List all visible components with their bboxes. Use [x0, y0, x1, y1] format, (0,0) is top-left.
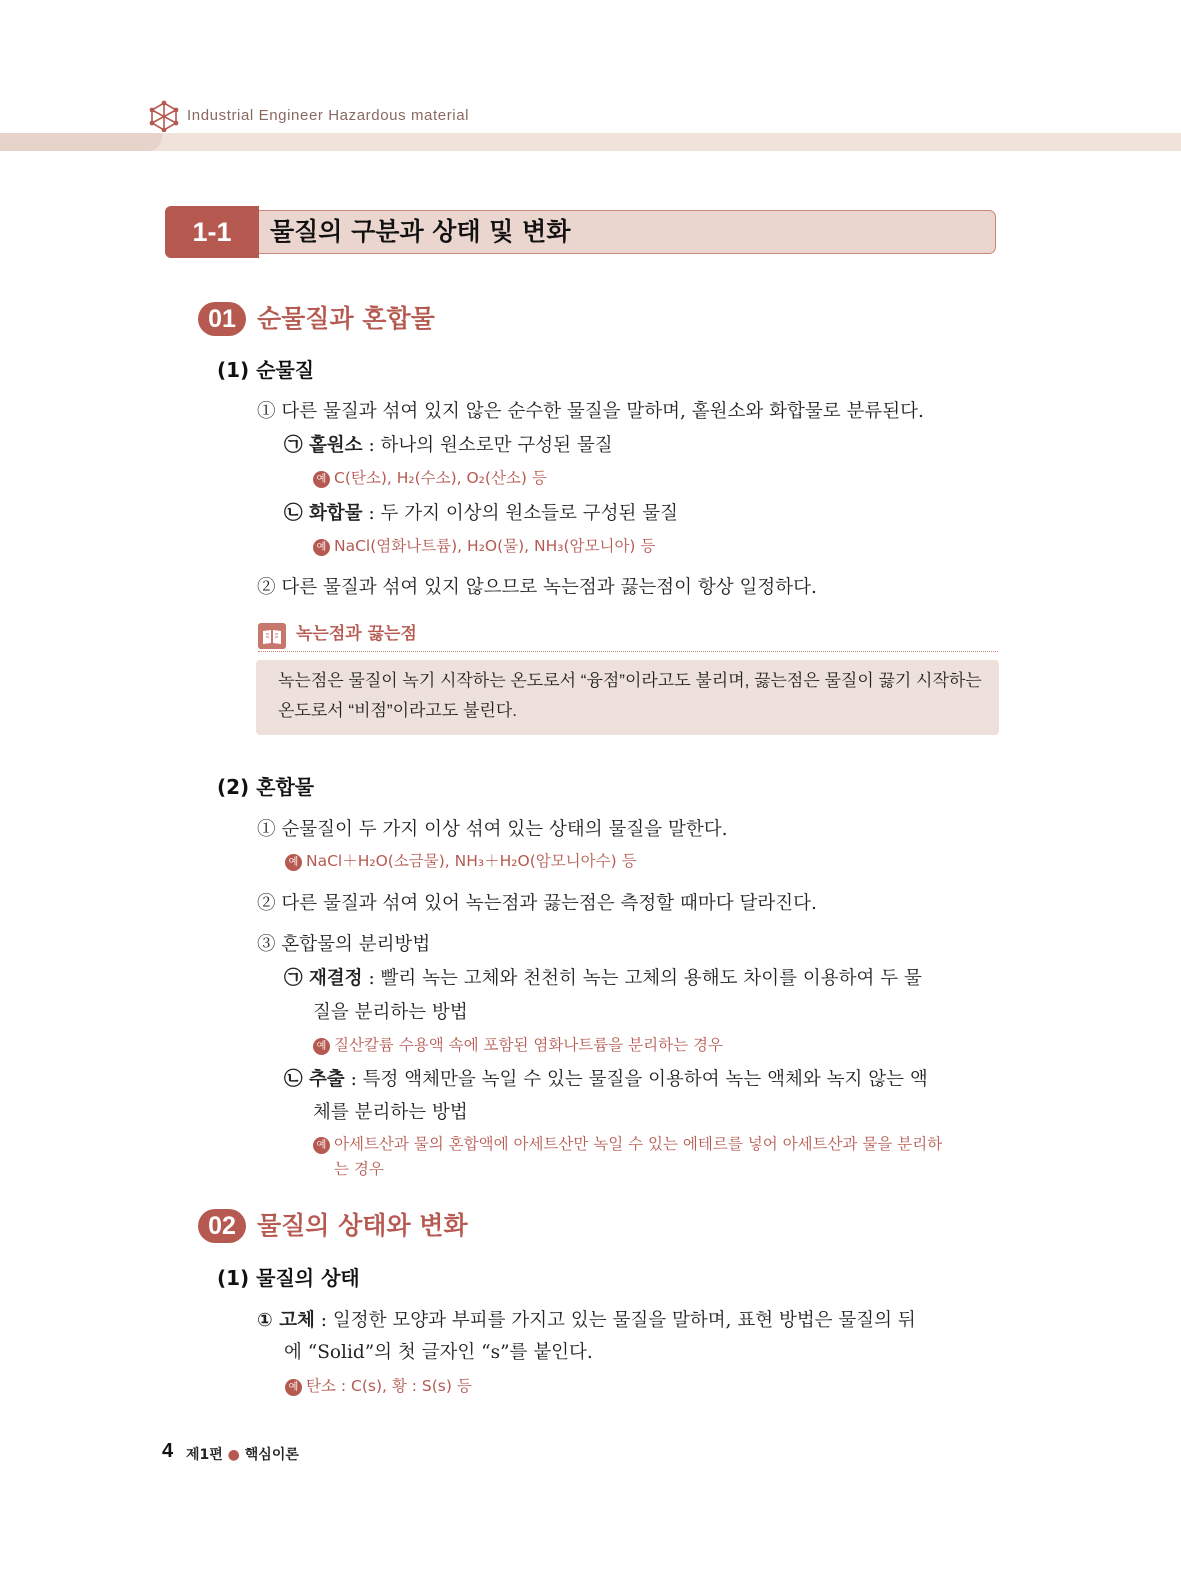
example-icon: 예 [313, 471, 330, 488]
section-title-02: 물질의 상태와 변화 [257, 1211, 468, 1240]
bullet-dot-icon: ● [227, 1447, 240, 1463]
paragraph: ② 다른 물질과 섞여 있어 녹는점과 끓는점은 측정할 때마다 달라진다. [257, 893, 817, 914]
definition: : 두 가지 이상의 원소들로 구성된 물질 [362, 503, 679, 524]
book-icon [258, 623, 286, 649]
section-title-01: 순물질과 혼합물 [257, 304, 435, 333]
footer-part: 제1편 [186, 1447, 223, 1463]
example-icon: 예 [285, 1379, 302, 1396]
example-icon: 예 [285, 854, 302, 871]
example-text: C(탄소), H₂(수소), O₂(산소) 등 [334, 469, 547, 487]
term: ㉡ 화합물 [284, 503, 363, 524]
definition: : 특정 액체만을 녹일 수 있는 물질을 이용하여 녹는 액체와 녹지 않는 액 [344, 1069, 928, 1090]
paragraph: ① 다른 물질과 섞여 있지 않은 순수한 물질을 말하며, 홑원소와 화합물로 분류된다. [257, 401, 924, 422]
item-extraction [284, 1064, 928, 1096]
term: ㉠ 홑원소 [284, 435, 363, 456]
term: ① 고체 [257, 1310, 315, 1331]
item-simple-substance [284, 430, 613, 462]
paragraph: ③ 혼합물의 분리방법 [257, 934, 431, 955]
definition: : 하나의 원소로만 구성된 물질 [362, 435, 613, 456]
example-text: NaCl＋H₂O(소금물), NH₃＋H₂O(암모니아수) 등 [306, 852, 637, 870]
example-text: 탄소 : C(s), 황 : S(s) 등 [306, 1377, 472, 1395]
chapter-number: 1-1 [165, 206, 259, 258]
note-text: 녹는점은 물질이 녹기 시작하는 온도로서 “융점”이라고도 불리며, 끓는점은 물질이 끓기 시작하는 온도로서 “비점”이라고도 불린다. [278, 671, 982, 720]
subsection-title: (1) 물질의 상태 [217, 1266, 360, 1290]
example-line [313, 1132, 942, 1156]
subsection-title: (1) 순물질 [217, 358, 315, 382]
example-icon: 예 [313, 539, 330, 556]
example-line [313, 466, 547, 490]
definition: : 빨리 녹는 고체와 천천히 녹는 고체의 용해도 차이를 이용하여 두 물 [362, 968, 922, 989]
header-tab [0, 133, 162, 151]
definition-continued: 에 “Solid”의 첫 글자인 “s”를 붙인다. [284, 1342, 593, 1363]
item-recrystallization [284, 963, 922, 995]
example-line [285, 849, 637, 873]
example-icon: 예 [313, 1137, 330, 1154]
page-number: 4 [162, 1440, 174, 1462]
example-line [285, 1374, 472, 1398]
footer-section-name: 핵심이론 [244, 1447, 299, 1463]
section-badge-02: 02 [198, 1209, 246, 1243]
definition-continued: 체를 분리하는 방법 [313, 1102, 468, 1123]
example-text: 아세트산과 물의 혼합액에 아세트산만 녹일 수 있는 에테르를 넣어 아세트산과 물을 분리하 [334, 1135, 943, 1153]
example-line [313, 1033, 723, 1057]
example-line [313, 534, 655, 558]
section-badge-01: 01 [198, 302, 246, 336]
item-compound [284, 498, 678, 530]
example-icon: 예 [313, 1038, 330, 1055]
note-divider [258, 651, 998, 652]
definition-continued: 질을 분리하는 방법 [313, 1002, 468, 1023]
note-title: 녹는점과 끓는점 [296, 624, 417, 644]
header-subject: Industrial Engineer Hazardous material [187, 107, 470, 124]
term: ㉠ 재결정 [284, 968, 363, 989]
definition: : 일정한 모양과 부피를 가지고 있는 물질을 말하며, 표현 방법은 물질의 뒤 [314, 1310, 916, 1331]
footer-section [186, 1444, 299, 1464]
example-text-continued: 는 경우 [334, 1160, 384, 1178]
subsection-title: (2) 혼합물 [217, 775, 315, 799]
paragraph: ② 다른 물질과 섞여 있지 않으므로 녹는점과 끓는점이 항상 일정하다. [257, 577, 817, 598]
item-solid [257, 1305, 916, 1337]
molecule-icon [148, 100, 180, 132]
chapter-title: 물질의 구분과 상태 및 변화 [270, 217, 571, 246]
paragraph: ① 순물질이 두 가지 이상 섞여 있는 상태의 물질을 말한다. [257, 819, 728, 840]
term: ㉡ 추출 [284, 1069, 345, 1090]
example-text: 질산칼륨 수용액 속에 포함된 염화나트륨을 분리하는 경우 [334, 1036, 723, 1054]
example-text: NaCl(염화나트륨), H₂O(물), NH₃(암모니아) 등 [334, 537, 656, 555]
header-band [0, 133, 1181, 151]
